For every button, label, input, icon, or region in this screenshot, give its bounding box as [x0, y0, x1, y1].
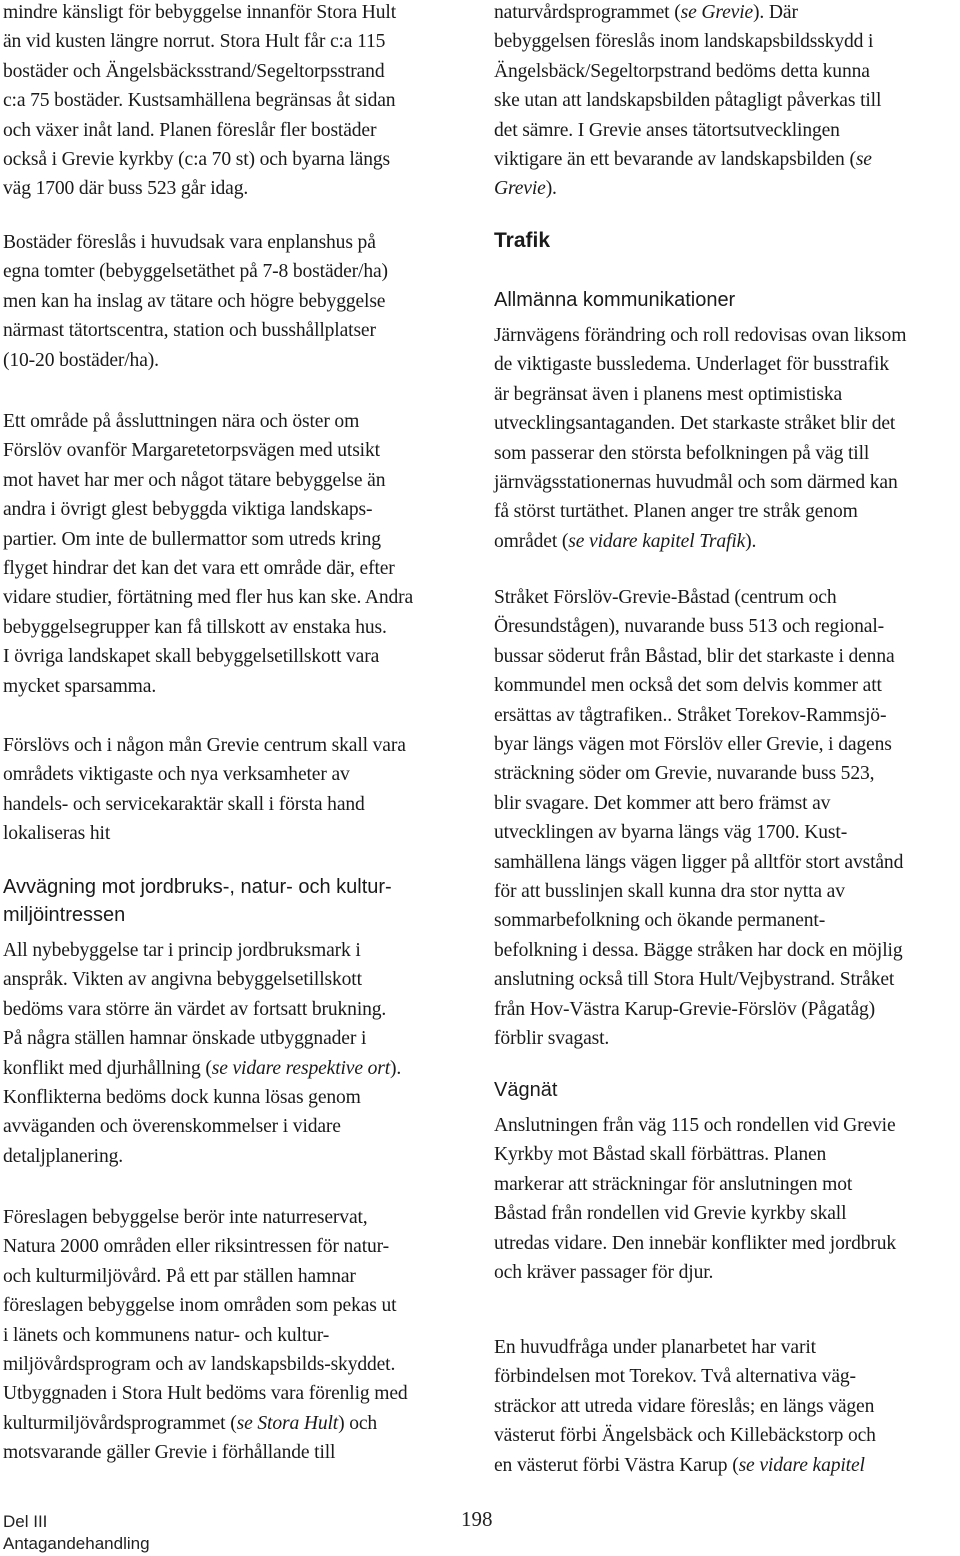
footer-part: Del III	[3, 1512, 48, 1531]
paragraph-forslov-omrade: Ett område på åssluttningen nära och öster om Förslöv ovanför Margaretetorpsvägen med utsikt mot havet har mer och något tätare bebyggelse än andra i övrigt glest bebyggda viktiga landskaps- partier. Om inte de bullermattor som utreds kring flyget hindrar det kan det vara ett område där, efter vidare studier, förtätning med fler hus kan ske. Andra bebyggelsegrupper kan få tillskott av enstaka hus. I övriga landskapet skall bebyggelsetillskott vara mycket sparsamma.	[3, 411, 414, 697]
subheading-allmanna-kommunikationer: Allmänna kommunikationer	[494, 289, 736, 311]
page-number: 198	[461, 1507, 493, 1531]
paragraph-huvudfraga: En huvudfråga under planarbetet har varit förbindelsen mot Torekov. Två alternativa väg- sträckor att utreda vidare föreslås; en längs vägen västerut förbi Ängelsbäck och Killebäckstorp och en västerut förbi Västra Karup (se vidare kapitel	[494, 1337, 876, 1476]
paragraph-naturreservat: Föreslagen bebyggelse berör inte naturreservat, Natura 2000 områden eller riksintressen för natur- och kulturmiljövård. På ett par ställen hamnar föreslagen bebyggelse inom områden som pekas ut i länets och kommunens natur- och kultur- miljövårdsprogram och av landskapsbilds-skyddet. Utbyggnaden i Stora Hult bedöms vara förenlig med kulturmiljövårdsprogrammet (se Stora Hult) och motsvarande gäller Grevie i förhållande till	[3, 1207, 408, 1464]
paragraph-straket: Stråket Förslöv-Grevie-Båstad (centrum och Öresundstågen), nuvarande buss 513 och regional- bussar söderut från Båstad, blir det starkaste i denna kommundel men också det som delvis kommer att ersättas av tågtrafiken.. Stråket Torekov-Rammsjö- byar längs vägen mot Förslöv eller Grevie, i dagens sträckning söder om Grevie, nuvarande buss 523, blir svagare. Det kommer att bero främst av utvecklingen av byarna längs väg 1700. Kust- samhällena längs vägen ligger på alltför stort avstånd för att busslinjen skall kunna dra stor nytta av sommarbefolkning och ökande permanent- befolkning i dessa. Bägge stråken har dock en möjlig anslutning också till Stora Hult/Vejbystrand. Stråket från Hov-Västra Karup-Grevie-Förslöv (Pågatåg) förblir svagast.	[494, 587, 904, 1050]
heading-avvagning: Avvägning mot jordbruks-, natur- och kultur- miljöintressen	[3, 876, 392, 926]
paragraph-stora-hult: mindre känsligt för bebyggelse innanför Stora Hult än vid kusten längre norrut. Stora Hult får c:a 115 bostäder och Ängelsbäcksstrand/Segeltorpsstrand c:a 75 bostäder. Kustsamhällena begränsas åt sidan och växer inåt land. Planen föreslår fler bostäder också i Grevie kyrkby (c:a 70 st) och byarna längs väg 1700 där buss 523 går idag.	[3, 2, 396, 200]
paragraph-jarnvagens: Järnvägens förändring och roll redovisas ovan liksom de viktigaste bussledema. Underlaget för busstrafik är begränsat även i planens mest optimistiska utvecklingsantaganden. Det starkaste stråket blir det som passerar den största befolkningen på väg till järnvägsstationernas huvudmål och som därmed kan få störst turtäthet. Planen anger tre stråk genom området (se vidare kapitel Trafik).	[494, 325, 907, 552]
paragraph-jordbruksmark: All nybebyggelse tar i princip jordbruksmark i anspråk. Vikten av angivna bebyggelsetillskott bedöms vara större än värdet av fortsatt brukning. På några ställen hamnar önskade utbyggnader i konflikt med djurhållning (se vidare respektive ort). Konflikterna bedöms dock kunna lösas genom avväganden och överenskommelser i vidare detaljplanering.	[3, 940, 402, 1167]
subheading-vagnat: Vägnät	[494, 1079, 558, 1101]
paragraph-centrum: Förslövs och i någon mån Grevie centrum skall vara områdets viktigaste och nya verksamheter av handels- och servicekaraktär skall i första hand lokaliseras hit	[3, 735, 406, 845]
footer-section: Antagandehandling	[3, 1534, 150, 1553]
footer-left	[3, 1511, 150, 1555]
paragraph-naturvardsprogrammet: naturvårdsprogrammet (se Grevie). Där bebyggelsen föreslås inom landskapsbildsskydd i Ängelsbäck/Segeltorpstrand bedöms detta kunna ske utan att landskapsbilden påtagligt påverkas till det sämre. I Grevie anses tätortsutvecklingen viktigare än ett bevarande av landskapsbilden (se Grevie).	[494, 2, 882, 200]
paragraph-bostader: Bostäder föreslås i huvudsak vara enplanshus på egna tomter (bebyggelsetäthet på 7-8 bostäder/ha) men kan ha inslag av tätare och högre bebyggelse närmast tätortscentra, station och busshållplatser (10-20 bostäder/ha).	[3, 232, 388, 371]
heading-trafik: Trafik	[494, 229, 551, 252]
paragraph-anslutningen: Anslutningen från väg 115 och rondellen vid Grevie Kyrkby mot Båstad skall förbättras. Planen markerar att sträckningar för anslutningen mot Båstad från rondellen vid Grevie kyrkby skall utredas vidare. Den innebär konflikter med jordbruk och kräver passager för djur.	[494, 1115, 897, 1284]
